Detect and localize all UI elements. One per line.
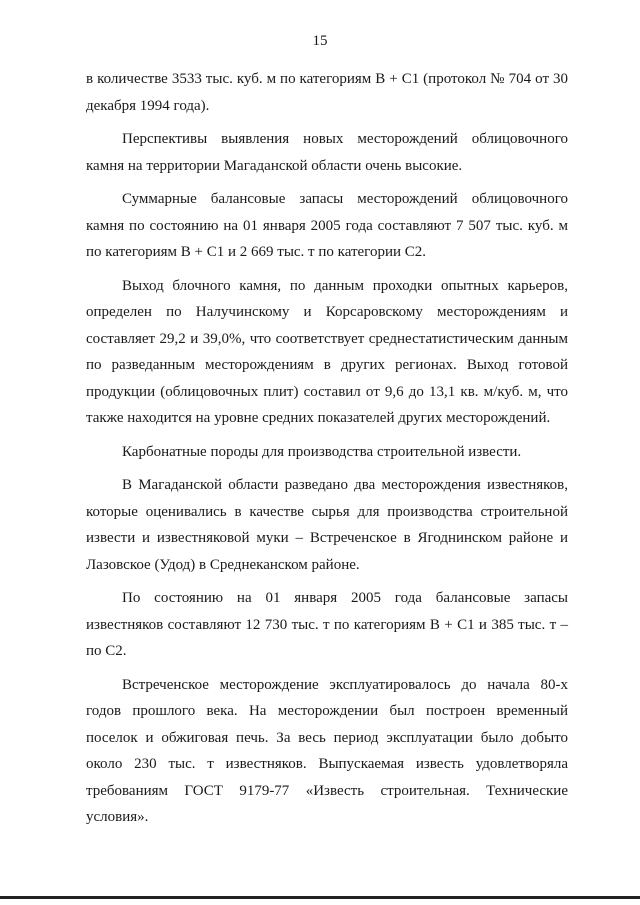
paragraph-limestone-deposits: В Магаданской области разведано два месторождения известняков, которые оценивались в качестве сырья для производства строительной извести и известняковой муки – Встреченское в Ягоднинском районе и Лазовское (Удод) в Среднеканском районе.	[86, 477, 568, 573]
page-number: 15	[312, 33, 328, 49]
document-body	[86, 66, 568, 838]
paragraph-limestone-reserves: По состоянию на 01 января 2005 года балансовые запасы известняков составляют 12 730 тыс. т по категориям В + С1 и 385 тыс. т – по С2.	[86, 590, 568, 659]
section-heading-carbonate: Карбонатные породы для производства строительной извести.	[122, 443, 522, 460]
paragraph-prospects: Перспективы выявления новых месторождений облицовочного камня на территории Магаданской области очень высокие.	[86, 131, 568, 174]
paragraph-vstrechenskoe: Встреченское месторождение эксплуатировалось до начала 80-х годов прошлого века. На месторождении был построен временный поселок и обжиговая печь. За весь период эксплуатации было добыто около 230 тыс. т известняков. Выпускаемая известь удовлетворяла требованиям ГОСТ 9179-77 «Известь строительная. Технические условия».	[86, 676, 568, 825]
paragraph-block-yield: Выход блочного камня, по данным проходки опытных карьеров, определен по Налучинскому и Корсаровскому месторождениям и составляет 29,2 и 39,0%, что соответствует среднестатистическим данным по разведанным месторождениям в других регионах. Выход готовой продукции (облицовочных плит) составил от 9,6 до 13,1 кв. м/куб. м, что также находится на уровне средних показателей других месторождений.	[86, 277, 568, 426]
paragraph-continuation: в количестве 3533 тыс. куб. м по категориям В + С1 (протокол № 704 от 30 декабря 1994 года).	[86, 71, 568, 114]
footer-rule	[0, 896, 640, 899]
paragraph-total-reserves: Суммарные балансовые запасы месторождений облицовочного камня по состоянию на 01 января 2005 года составляют 7 507 тыс. куб. м по категориям В + С1 и 2 669 тыс. т по категории С2.	[86, 191, 568, 260]
